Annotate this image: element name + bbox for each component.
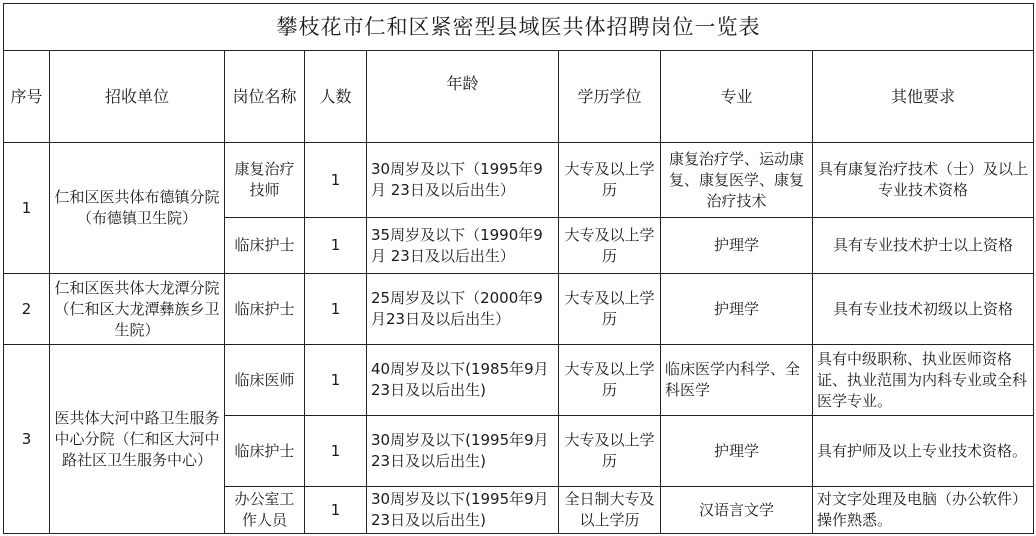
recruitment-document bbox=[3, 3, 1033, 531]
age-cell: 30周岁及以下(1995年9月23日及以后出生) bbox=[367, 416, 559, 487]
header-count: 人数 bbox=[305, 51, 367, 143]
count-cell: 1 bbox=[305, 218, 367, 274]
age-cell: 35周岁及以下（1990年9月 23日及以后出生） bbox=[367, 218, 559, 274]
count-cell: 1 bbox=[305, 274, 367, 345]
count-cell: 1 bbox=[305, 143, 367, 218]
unit-cell: 医共体大河中路卫生服务中心分院（仁和区大河中路社区卫生服务中心） bbox=[50, 345, 225, 534]
age-cell: 25周岁及以下（2000年9月23日及以后出生） bbox=[367, 274, 559, 345]
count-cell: 1 bbox=[305, 487, 367, 534]
major-cell: 护理学 bbox=[661, 416, 813, 487]
table-row bbox=[4, 274, 1034, 345]
position-cell: 办公室工作人员 bbox=[225, 487, 305, 534]
education-cell: 大专及以上学历 bbox=[559, 274, 661, 345]
table-title: 攀枝花市仁和区紧密型县域医共体招聘岗位一览表 bbox=[4, 4, 1034, 51]
age-cell: 40周岁及以下(1985年9月23日及以后出生) bbox=[367, 345, 559, 416]
header-other: 其他要求 bbox=[813, 51, 1034, 143]
age-cell: 30周岁及以下(1995年9月23日及以后出生) bbox=[367, 487, 559, 534]
seq-cell: 1 bbox=[4, 143, 50, 274]
other-cell: 具有康复治疗技术（士）及以上专业技术资格 bbox=[813, 143, 1034, 218]
unit-cell: 仁和区医共体大龙潭分院（仁和区大龙潭彝族乡卫生院） bbox=[50, 274, 225, 345]
position-cell: 临床医师 bbox=[225, 345, 305, 416]
header-position: 岗位名称 bbox=[225, 51, 305, 143]
education-cell: 大专及以上学历 bbox=[559, 218, 661, 274]
age-cell: 30周岁及以下（1995年9月 23日及以后出生） bbox=[367, 143, 559, 218]
header-age: 年龄 bbox=[367, 51, 559, 143]
position-cell: 临床护士 bbox=[225, 416, 305, 487]
position-cell: 临床护士 bbox=[225, 274, 305, 345]
header-major: 专业 bbox=[661, 51, 813, 143]
other-cell: 对文字处理及电脑（办公软件）操作熟悉。 bbox=[813, 487, 1034, 534]
recruitment-table bbox=[3, 3, 1034, 534]
major-cell: 护理学 bbox=[661, 218, 813, 274]
header-unit: 招收单位 bbox=[50, 51, 225, 143]
seq-cell: 3 bbox=[4, 345, 50, 534]
major-cell: 汉语言文学 bbox=[661, 487, 813, 534]
education-cell: 大专及以上学历 bbox=[559, 416, 661, 487]
count-cell: 1 bbox=[305, 345, 367, 416]
unit-cell: 仁和区医共体布德镇分院（布德镇卫生院） bbox=[50, 143, 225, 274]
education-cell: 全日制大专及以上学历 bbox=[559, 487, 661, 534]
major-cell: 护理学 bbox=[661, 274, 813, 345]
position-cell: 康复治疗技师 bbox=[225, 143, 305, 218]
table-row bbox=[4, 345, 1034, 416]
major-cell: 康复治疗学、运动康复、康复医学、康复治疗技术 bbox=[661, 143, 813, 218]
other-cell: 具有护师及以上专业技术资格。 bbox=[813, 416, 1034, 487]
count-cell: 1 bbox=[305, 416, 367, 487]
table-row bbox=[4, 143, 1034, 218]
other-cell: 具有专业技术初级以上资格 bbox=[813, 274, 1034, 345]
other-cell: 具有中级职称、执业医师资格证、执业范围为内科专业或全科医学专业。 bbox=[813, 345, 1034, 416]
header-seq: 序号 bbox=[4, 51, 50, 143]
education-cell: 大专及以上学历 bbox=[559, 143, 661, 218]
header-education: 学历学位 bbox=[559, 51, 661, 143]
header-row bbox=[4, 51, 1034, 143]
position-cell: 临床护士 bbox=[225, 218, 305, 274]
major-cell: 临床医学内科学、全科医学 bbox=[661, 345, 813, 416]
other-cell: 具有专业技术护士以上资格 bbox=[813, 218, 1034, 274]
education-cell: 大专及以上学历 bbox=[559, 345, 661, 416]
seq-cell: 2 bbox=[4, 274, 50, 345]
